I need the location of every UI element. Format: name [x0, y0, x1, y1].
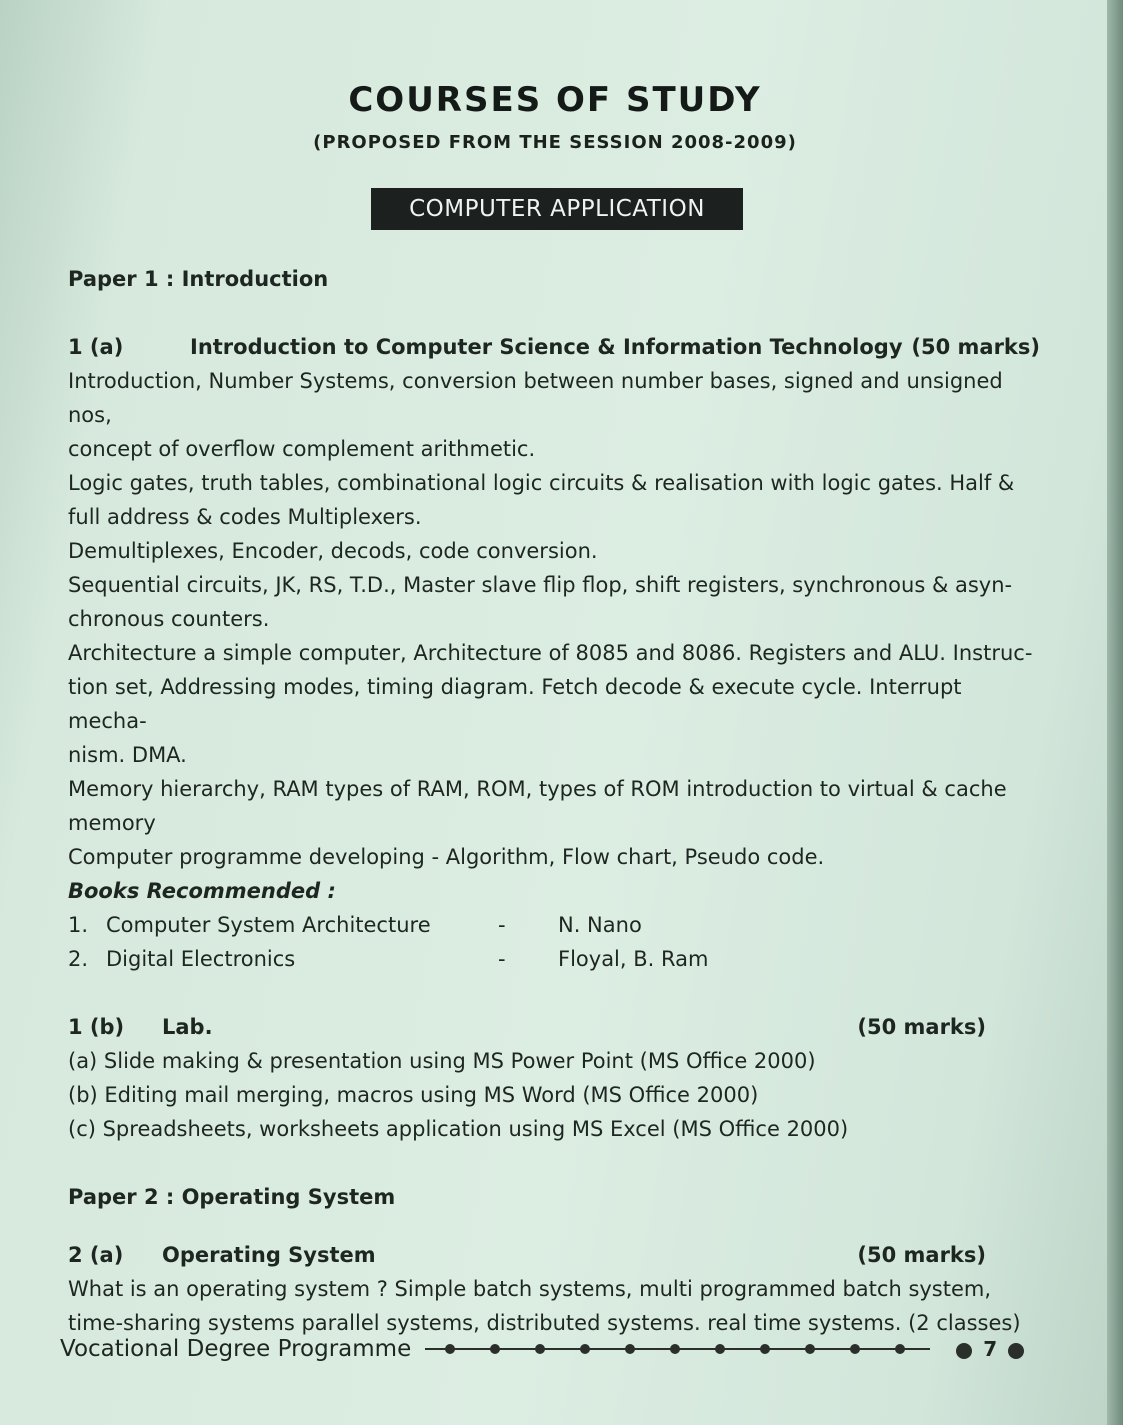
page-number: 7 — [983, 1337, 998, 1361]
page-edge — [1107, 0, 1123, 1425]
footer-ornament — [425, 1342, 930, 1356]
section-title: Introduction to Computer Science & Information Technology — [190, 335, 903, 359]
body-line: Sequential circuits, JK, RS, T.D., Master slave flip flop, shift registers, synchronous & asyn- — [68, 573, 1013, 597]
body-line: Logic gates, truth tables, combinational logic circuits & realisation with logic gates. Half & — [68, 471, 1015, 495]
document-body — [68, 262, 1040, 1340]
page-subtitle: (PROPOSED FROM THE SESSION 2008-2009) — [313, 132, 797, 153]
body-line: Computer programme developing - Algorithm, Flow chart, Pseudo code. — [68, 845, 825, 869]
body-line: nism. DMA. — [68, 743, 187, 767]
book-title: Digital Electronics — [106, 947, 296, 971]
page-footer — [60, 1336, 1060, 1362]
section-title: Lab. — [162, 1015, 213, 1039]
lab-item: (c) Spreadsheets, worksheets application using MS Excel (MS Office 2000) — [68, 1117, 849, 1141]
section-title: Operating System — [162, 1243, 376, 1267]
body-line: What is an operating system ? Simple batch systems, multi programmed batch system, — [68, 1277, 992, 1301]
body-line: Demultiplexes, Encoder, decods, code conversion. — [68, 539, 598, 563]
book-index: 2. — [68, 947, 89, 971]
page-number-wrap — [952, 1337, 1028, 1361]
body-line: time-sharing systems parallel systems, distributed systems. real time systems. (2 classes) — [68, 1311, 1021, 1335]
paper2-heading: Paper 2 : Operating System — [68, 1185, 396, 1209]
footer-text: Vocational Degree Programme — [60, 1336, 412, 1362]
section-marks: (50 marks) — [911, 335, 1040, 359]
paper1-section-a-heading — [68, 330, 1040, 364]
lab-item: (b) Editing mail merging, macros using MS Word (MS Office 2000) — [68, 1083, 759, 1107]
section-number: 1 (a) — [68, 335, 124, 359]
body-line: tion set, Addressing modes, timing diagram. Fetch decode & execute cycle. Interrupt mecha- — [68, 675, 962, 733]
book-item — [68, 908, 1040, 942]
body-line: Introduction, Number Systems, conversion between number bases, signed and unsigned nos, — [68, 369, 1003, 427]
section-number: 1 (b) — [68, 1015, 125, 1039]
book-index: 1. — [68, 913, 89, 937]
book-author: Floyal, B. Ram — [558, 947, 709, 971]
paper1-section-b-heading — [68, 1010, 986, 1044]
page-title: COURSES OF STUDY — [348, 80, 762, 120]
book-item — [68, 942, 1040, 976]
paper1-heading: Paper 1 : Introduction — [68, 267, 329, 291]
book-author: N. Nano — [558, 913, 642, 937]
body-line: chronous counters. — [68, 607, 270, 631]
book-dash: - — [498, 947, 506, 971]
subject-banner: COMPUTER APPLICATION — [371, 188, 743, 230]
lab-item: (a) Slide making & presentation using MS Power Point (MS Office 2000) — [68, 1049, 816, 1073]
section-marks: (50 marks) — [857, 1243, 986, 1267]
body-line: Memory hierarchy, RAM types of RAM, ROM, types of ROM introduction to virtual & cache — [68, 777, 1007, 801]
books-heading: Books Recommended : — [68, 879, 336, 903]
body-line: full address & codes Multiplexers. — [68, 505, 422, 529]
body-line: memory — [68, 811, 156, 835]
book-dash: - — [498, 913, 506, 937]
section-number: 2 (a) — [68, 1243, 124, 1267]
book-title: Computer System Architecture — [106, 913, 431, 937]
body-line: Architecture a simple computer, Architecture of 8085 and 8086. Registers and ALU. Instruc- — [68, 641, 1033, 665]
section-marks: (50 marks) — [857, 1015, 986, 1039]
body-line: concept of overflow complement arithmetic. — [68, 437, 536, 461]
paper2-section-a-heading — [68, 1238, 986, 1272]
bullet-icon — [1008, 1343, 1024, 1359]
bullet-icon — [956, 1343, 972, 1359]
